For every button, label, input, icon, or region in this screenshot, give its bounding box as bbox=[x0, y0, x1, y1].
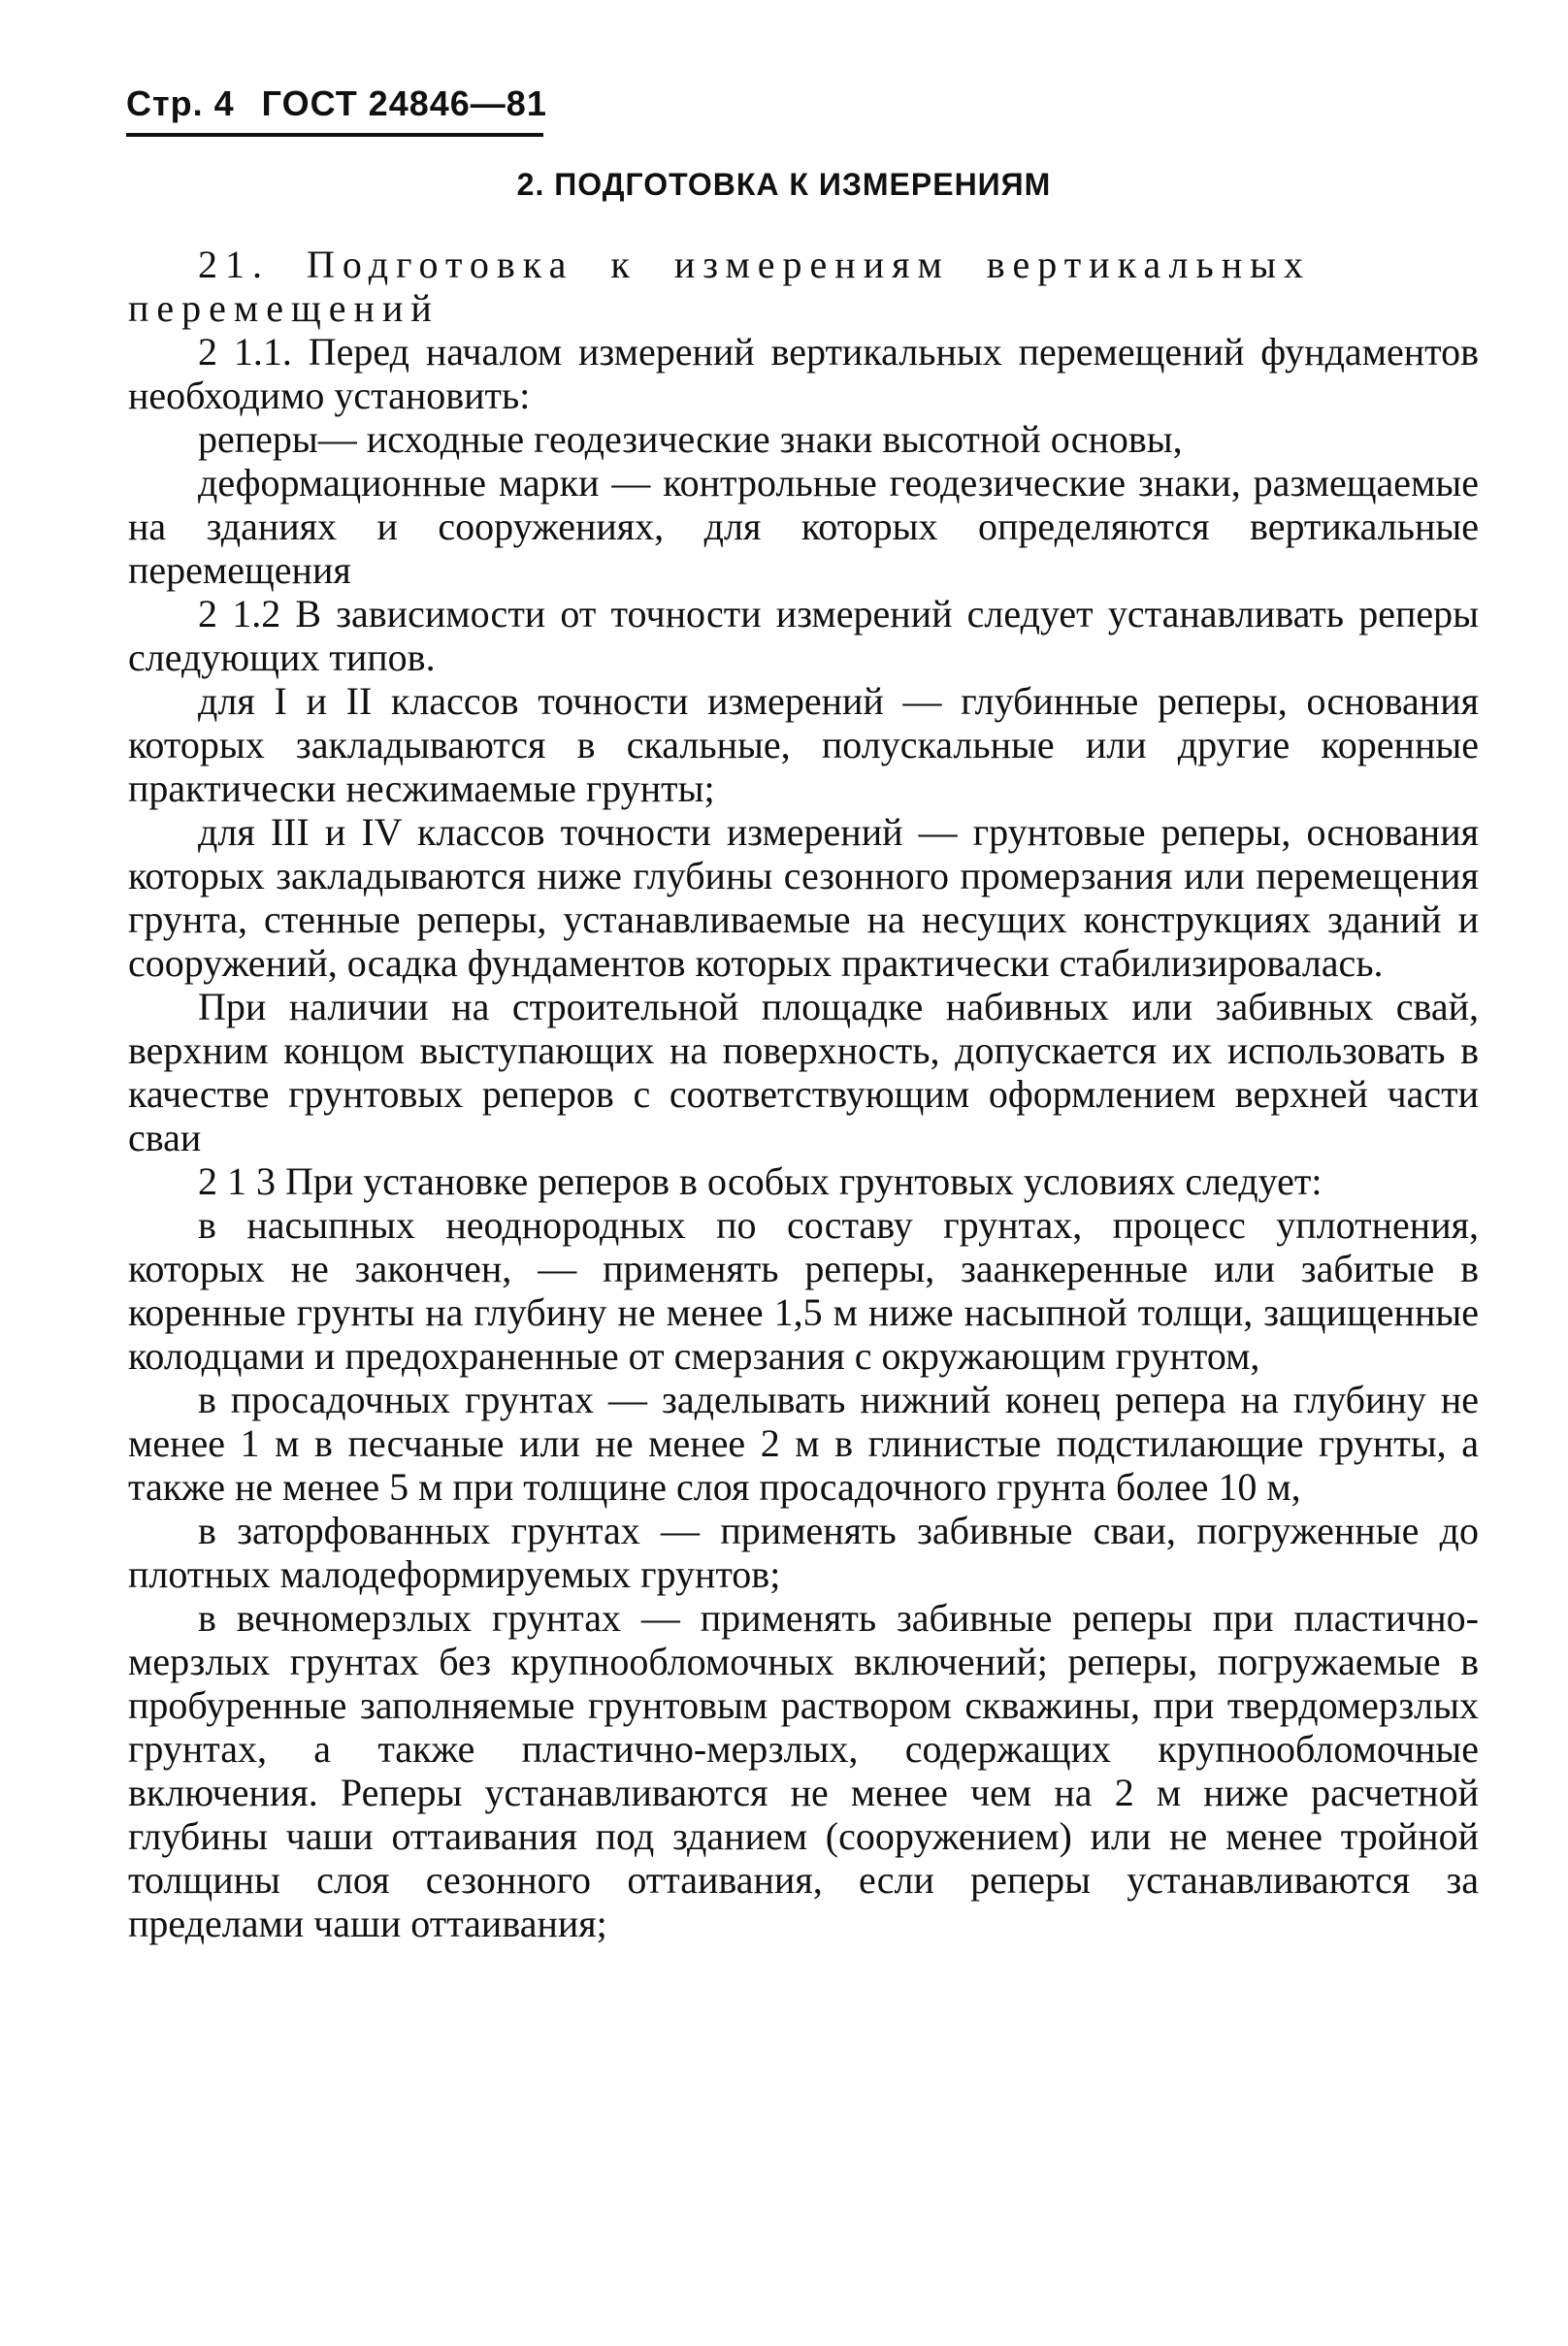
paragraph-2-1-title: 21. Подготовка к измерениям вертикальных перемещений bbox=[128, 243, 1311, 330]
paragraph-peat-soils: в заторфованных грунтах — применять забивные сваи, погруженные до плотных малодеформируемых грунтов; bbox=[128, 1509, 1479, 1596]
paragraph-benchmarks-definition: реперы— исходные геодезические знаки высотной основы, bbox=[198, 417, 1183, 461]
page-number: Стр. 4 bbox=[126, 83, 235, 123]
page-header bbox=[126, 83, 547, 124]
paragraph-subsiding-soils: в просадочных грунтах — заделывать нижний конец репера на глубину не менее 1 м в песчаные или не менее 2 м в глинистые подстилающие грунты, а также не менее 5 м при толщине слоя просадочного грунта более 10 м, bbox=[128, 1378, 1479, 1509]
paragraph-classes-3-4: для III и IV классов точности измерений — грунтовые реперы, основания которых закладываются ниже глубины сезонного промерзания или перемещения грунта, стенные реперы, устанавливаемые на несущих конструкциях зданий и сооружений, осадка фундаментов которых практически стабилизировалась. bbox=[128, 810, 1479, 985]
section-title: 2. ПОДГОТОВКА К ИЗМЕРЕНИЯМ bbox=[516, 167, 1052, 202]
paragraph-deformation-marks-definition: деформационные марки — контрольные геодезические знаки, размещаемые на зданиях и сооружениях, для которых определяются вертикальные перемещения bbox=[128, 461, 1479, 592]
paragraph-classes-1-2: для I и II классов точности измерений — глубинные реперы, основания которых закладываются в скальные, полускальные или другие коренные практически несжимаемые грунты; bbox=[128, 679, 1479, 810]
standard-designation: ГОСТ 24846—81 bbox=[261, 83, 547, 123]
header-underline bbox=[126, 133, 543, 137]
paragraph-fill-soils: в насыпных неоднородных по составу грунтах, процесс уплотнения, которых не закончен, — применять реперы, заанкеренные или забитые в коренные грунты на глубину не менее 1,5 м ниже насыпной толщи, защищенные колодцами и предохраненные от смерзания с окружающим грунтом, bbox=[128, 1203, 1479, 1378]
document-body bbox=[128, 243, 1479, 1945]
paragraph-2-1-2: 2 1.2 В зависимости от точности измерений следует устанавливать реперы следующих типов. bbox=[128, 592, 1479, 679]
paragraph-2-1-3: 2 1 3 При установке реперов в особых грунтовых условиях следует: bbox=[198, 1159, 1323, 1203]
paragraph-piles: При наличии на строительной площадке набивных или забивных свай, верхним концом выступающих на поверхность, допускается их использовать в качестве грунтовых реперов с соответствующим оформлением верхней части сваи bbox=[128, 985, 1479, 1159]
paragraph-2-1-1: 2 1.1. Перед началом измерений вертикальных перемещений фундаментов необходимо установить: bbox=[128, 330, 1479, 417]
paragraph-permafrost-soils: в вечномерзлых грунтах — применять забивные реперы при пластично-мерзлых грунтах без крупнообломочных включений; реперы, погружаемые в пробуренные заполняемые грунтовым раствором скважины, при твердомерзлых грунтах, а также пластично-мерзлых, содержащих крупнообломочные включения. Реперы устанавливаются не менее чем на 2 м ниже расчетной глубины чаши оттаивания под зданием (сооружением) или не менее тройной толщины слоя сезонного оттаивания, если реперы устанавливаются за пределами чаши оттаивания; bbox=[128, 1596, 1479, 1945]
